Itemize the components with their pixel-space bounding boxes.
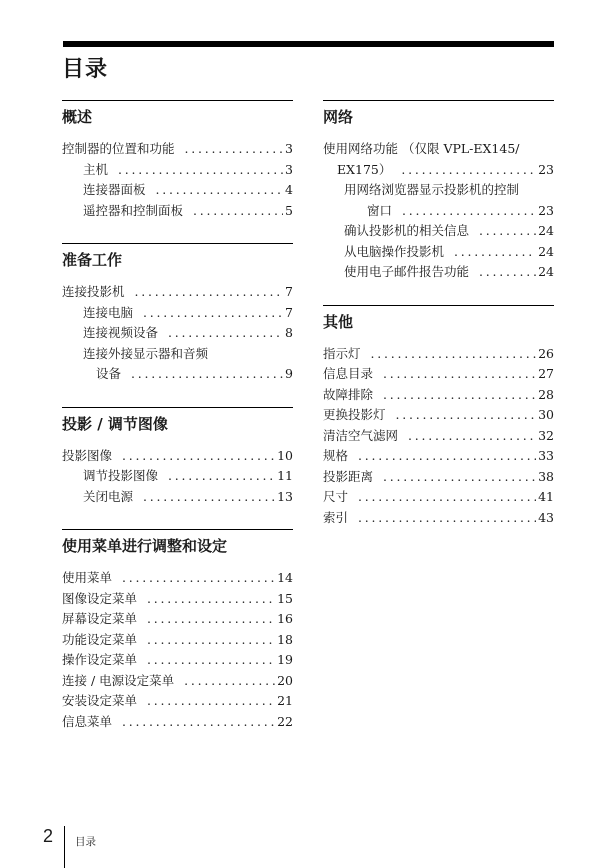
toc-entry-page: 18 (277, 631, 293, 647)
toc-entry-label: 连接器面板 (83, 182, 146, 197)
toc-entry[interactable] (62, 139, 293, 160)
toc-entry-label: 遥控器和控制面板 (83, 202, 184, 218)
toc-entry-label: 使用菜单 (62, 570, 113, 585)
toc-entry-label: 窗口 (367, 202, 393, 218)
section-heading: 投影 / 调节图像 (62, 414, 168, 433)
toc-entry-label: 指示灯 (323, 345, 361, 361)
toc-entry-page: 20 (277, 672, 293, 688)
toc-entry-label: 使用电子邮件报告功能 (344, 264, 470, 279)
toc-entry-label: 图像设定菜单 (62, 590, 138, 606)
toc-entry[interactable] (323, 385, 554, 406)
toc-entry-label: 索引 (323, 509, 349, 525)
toc-entry[interactable] (62, 282, 293, 303)
toc-entry[interactable] (323, 160, 554, 181)
toc-entry-label: 投影距离 (323, 468, 374, 484)
toc-entry[interactable] (62, 180, 293, 201)
toc-entry-page: 24 (538, 243, 554, 259)
dot-leader (147, 589, 275, 610)
toc-entry-page: 24 (538, 264, 554, 279)
toc-right-column (323, 100, 554, 528)
toc-entry-label: 设备 (96, 366, 122, 381)
toc-section (323, 100, 554, 305)
dot-leader (131, 364, 283, 385)
dot-leader (147, 609, 275, 630)
toc-entry[interactable] (323, 139, 554, 160)
toc-entry-page: 3 (285, 141, 293, 156)
toc-entry-page: 21 (277, 693, 293, 708)
page-title: 目录 (62, 57, 109, 82)
toc-entry-page: 23 (538, 161, 554, 177)
toc-entry-label: 控制器的位置和功能 (62, 141, 175, 156)
toc-entry-page: 8 (285, 325, 293, 340)
dot-leader (383, 385, 536, 406)
toc-entry[interactable] (62, 303, 293, 324)
toc-entry-list (323, 344, 554, 529)
toc-entry-page: 28 (538, 386, 554, 402)
toc-entry[interactable] (62, 446, 293, 467)
toc-entry-label: 从电脑操作投影机 (344, 243, 445, 259)
toc-entry[interactable] (62, 201, 293, 222)
dot-leader (184, 671, 275, 692)
toc-entry-page: 43 (538, 509, 554, 525)
footer-divider (64, 826, 65, 868)
section-spacer (62, 507, 293, 529)
dot-leader (156, 180, 284, 201)
toc-left-column (62, 100, 293, 732)
dot-leader (168, 323, 283, 344)
toc-section (62, 407, 293, 530)
dot-leader (147, 630, 275, 651)
dot-leader (358, 487, 536, 508)
toc-entry-label: 连接 / 电源设定菜单 (62, 672, 175, 688)
dot-leader (402, 201, 536, 222)
dot-leader (193, 201, 283, 222)
dot-leader (479, 262, 536, 283)
toc-entry-page: 30 (538, 407, 554, 422)
dot-leader (122, 568, 275, 589)
dot-leader (147, 691, 275, 712)
section-heading: 准备工作 (62, 251, 123, 269)
section-heading: 概述 (62, 108, 93, 126)
dot-leader (408, 426, 536, 447)
toc-entry[interactable] (323, 242, 554, 263)
toc-entry-label: 连接电脑 (83, 304, 134, 320)
toc-entry-label: 信息菜单 (62, 713, 113, 729)
dot-leader (185, 139, 284, 160)
toc-entry-list (62, 446, 293, 508)
toc-entry-page: 5 (285, 202, 293, 218)
dot-leader (479, 221, 536, 242)
toc-entry-page: 22 (277, 713, 293, 729)
toc-entry-page: 41 (538, 489, 554, 504)
toc-entry-label: 主机 (83, 161, 109, 177)
toc-entry[interactable] (62, 344, 293, 365)
toc-entry-page: 3 (285, 161, 293, 177)
toc-entry[interactable] (323, 180, 554, 201)
toc-entry-list (62, 282, 293, 385)
toc-entry[interactable] (62, 160, 293, 181)
toc-entry-page: 11 (277, 468, 293, 483)
toc-entry[interactable] (62, 487, 293, 508)
toc-entry-page: 24 (538, 223, 554, 238)
section-heading: 使用菜单进行调整和设定 (62, 537, 228, 555)
toc-entry[interactable] (62, 466, 293, 487)
toc-entry-label: 调节投影图像 (83, 468, 159, 483)
section-spacer (62, 385, 293, 407)
toc-entry-label: 故障排除 (323, 386, 374, 402)
toc-entry[interactable] (323, 487, 554, 508)
toc-entry[interactable] (323, 364, 554, 385)
toc-entry-list (62, 139, 293, 221)
toc-entry-label: 功能设定菜单 (62, 631, 138, 647)
dot-leader (371, 344, 537, 365)
toc-entry-page: 14 (277, 570, 293, 585)
toc-entry-page: 32 (538, 427, 554, 443)
toc-entry-page: 7 (285, 304, 293, 320)
toc-entry-page: 16 (277, 611, 293, 626)
toc-entry-label: 确认投影机的相关信息 (344, 223, 470, 238)
footer-page-number: 2 (43, 826, 54, 846)
section-rule (323, 100, 554, 101)
section-spacer (323, 283, 554, 305)
dot-leader (168, 466, 275, 487)
toc-entry-list (323, 139, 554, 283)
dot-leader (383, 364, 536, 385)
toc-entry-label: 连接投影机 (62, 284, 125, 299)
dot-leader (358, 508, 536, 529)
toc-entry-label: 连接视频设备 (83, 325, 159, 340)
toc-entry-label: 尺寸 (323, 489, 349, 504)
toc-entry-label: 关闭电源 (83, 488, 134, 504)
toc-entry[interactable] (323, 405, 554, 426)
toc-entry[interactable] (323, 426, 554, 447)
toc-entry-label: 使用网络功能 （仅限 VPL-EX145/ (323, 141, 520, 156)
toc-section (323, 305, 554, 529)
toc-entry[interactable] (323, 467, 554, 488)
toc-entry-label: 投影图像 (62, 447, 113, 463)
toc-entry-page: 7 (285, 284, 293, 299)
toc-entry-label: 更换投影灯 (323, 407, 386, 422)
toc-entry[interactable] (62, 364, 293, 385)
toc-entry-page: 4 (285, 182, 293, 197)
toc-entry-page: 26 (538, 345, 554, 361)
toc-entry[interactable] (62, 568, 293, 589)
toc-entry[interactable] (62, 323, 293, 344)
toc-entry[interactable] (323, 262, 554, 283)
toc-entry-page: 23 (538, 202, 554, 218)
dot-leader (147, 650, 275, 671)
toc-entry-page: 33 (538, 448, 554, 463)
dot-leader (143, 487, 275, 508)
section-heading: 网络 (323, 108, 354, 126)
toc-entry-label: 信息目录 (323, 366, 374, 381)
toc-entry[interactable] (323, 508, 554, 529)
dot-leader (118, 160, 283, 181)
toc-entry-label: 连接外接显示器和音频 (83, 345, 209, 361)
toc-entry[interactable] (62, 671, 293, 692)
toc-section (62, 243, 293, 407)
toc-section (62, 529, 293, 732)
dot-leader (396, 405, 537, 426)
section-rule (62, 529, 293, 530)
dot-leader (122, 446, 275, 467)
toc-entry[interactable] (323, 221, 554, 242)
dot-leader (143, 303, 283, 324)
toc-entry[interactable] (62, 712, 293, 733)
toc-entry-page: 9 (285, 366, 293, 381)
toc-entry-label: 安装设定菜单 (62, 693, 138, 708)
toc-entry-label: 清洁空气滤网 (323, 427, 399, 443)
dot-leader (358, 446, 536, 467)
toc-entry[interactable] (62, 650, 293, 671)
toc-entry-label: 操作设定菜单 (62, 652, 138, 667)
dot-leader (383, 467, 536, 488)
toc-entry-list (62, 568, 293, 732)
section-rule (62, 100, 293, 101)
section-spacer (62, 221, 293, 243)
dot-leader (122, 712, 275, 733)
dot-leader (401, 160, 536, 181)
section-heading: 其他 (323, 312, 354, 331)
toc-entry-label: EX175） (337, 161, 392, 177)
section-rule (62, 243, 293, 244)
top-rule (63, 41, 554, 47)
toc-entry[interactable] (62, 609, 293, 630)
toc-entry-page: 19 (277, 652, 293, 667)
toc-entry[interactable] (323, 201, 554, 222)
toc-entry-page: 13 (277, 488, 293, 504)
toc-entry-label: 用网络浏览器显示投影机的控制 (344, 182, 520, 197)
toc-section (62, 100, 293, 243)
toc-entry[interactable] (62, 630, 293, 651)
toc-entry-page: 38 (538, 468, 554, 484)
footer-label: 目录 (75, 836, 96, 848)
toc-entry[interactable] (323, 446, 554, 467)
toc-entry-label: 规格 (323, 448, 349, 463)
toc-entry[interactable] (62, 691, 293, 712)
section-rule (323, 305, 554, 306)
toc-entry[interactable] (62, 589, 293, 610)
section-rule (62, 407, 293, 408)
dot-leader (454, 242, 536, 263)
toc-entry-page: 10 (277, 447, 293, 463)
toc-entry-label: 屏幕设定菜单 (62, 611, 138, 626)
dot-leader (135, 282, 284, 303)
toc-entry-page: 15 (277, 590, 293, 606)
toc-entry[interactable] (323, 344, 554, 365)
toc-entry-page: 27 (538, 366, 554, 381)
